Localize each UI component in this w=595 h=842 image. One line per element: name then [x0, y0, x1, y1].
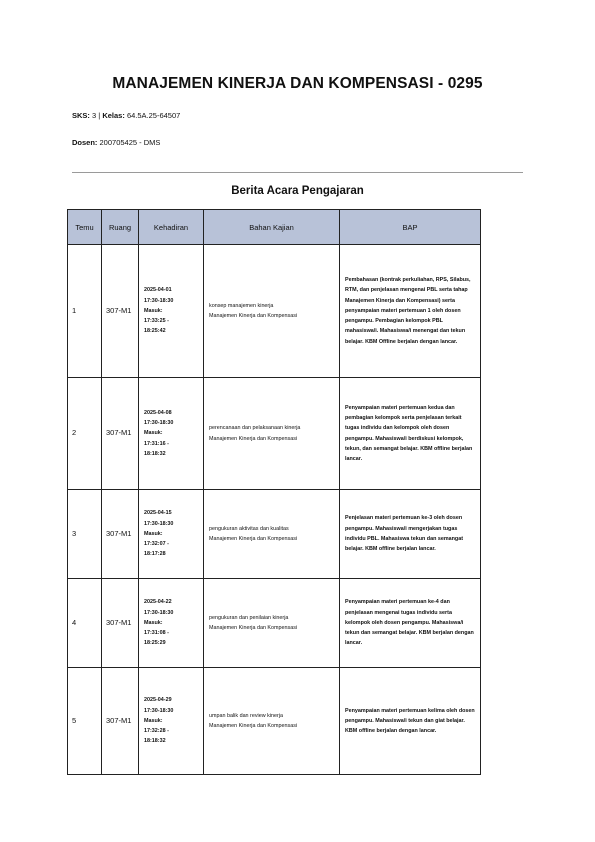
cell-kehadiran	[139, 490, 204, 579]
cell-bahan-kajian	[204, 490, 340, 579]
header-bap: BAP	[340, 210, 481, 245]
table-row	[68, 245, 481, 378]
dosen-label: Dosen:	[72, 138, 98, 147]
cell-ruang: 307-M1	[102, 668, 139, 775]
topic-title: konsep manajemen kinerja	[209, 302, 274, 309]
topic-title: perencanaan dan pelaksanaan kinerja	[209, 425, 301, 432]
attendance-date: 2025-04-22	[144, 599, 172, 606]
attendance-out: 18:25:29	[144, 640, 166, 647]
topic-title: pengukuran aktivitas dan kualitas	[209, 525, 289, 532]
section-title: Berita Acara Pengajaran	[231, 185, 364, 197]
topic-title: pengukuran dan penilaian kinerja	[209, 614, 289, 621]
cell-kehadiran	[139, 668, 204, 775]
kelas-label: Kelas:	[102, 111, 125, 120]
attendance-date: 2025-04-15	[144, 510, 172, 517]
cell-kehadiran	[139, 245, 204, 378]
sks-label: SKS:	[72, 111, 90, 120]
attendance-in: 17:31:16 -	[144, 440, 169, 447]
cell-temu: 2	[68, 378, 102, 490]
cell-bahan-kajian	[204, 378, 340, 490]
attendance-in: 17:32:28 -	[144, 728, 169, 735]
attendance-out: 18:25:42	[144, 328, 166, 335]
header-bahan-kajian: Bahan Kajian	[204, 210, 340, 245]
attendance-slot: 17:30-18:30	[144, 420, 174, 427]
table-row	[68, 579, 481, 668]
topic-course: Manajemen Kinerja dan Kompensasi	[209, 723, 298, 729]
cell-temu: 5	[68, 668, 102, 775]
cell-temu: 4	[68, 579, 102, 668]
attendance-in: 17:31:08 -	[144, 630, 169, 637]
table-row	[68, 490, 481, 579]
attendance-label: Masuk:	[144, 717, 163, 724]
attendance-slot: 17:30-18:30	[144, 609, 174, 616]
topic-course: Manajemen Kinerja dan Kompensasi	[209, 435, 298, 442]
attendance-in: 17:32:07 -	[144, 541, 169, 548]
kelas-value: 64.5A.25-64507	[126, 111, 181, 120]
cell-bap: Penjelasan materi pertemuan ke-3 oleh dosen pengampu. Mahasiswa/i mengerjakan tugas individu PBL. Mahasiswa tekun dan semangat belajar. KBM offline berjalan lancar.	[340, 490, 481, 579]
cell-temu: 1	[68, 245, 102, 378]
attendance-label: Masuk:	[144, 619, 163, 626]
lecturer-meta-line	[72, 138, 160, 147]
header-kehadiran: Kehadiran	[139, 210, 204, 245]
cell-kehadiran	[139, 378, 204, 490]
attendance-out: 18:18:32	[144, 738, 166, 745]
cell-temu: 3	[68, 490, 102, 579]
cell-bap: Penyampaian materi pertemuan kelima oleh dosen pengampu. Mahasiswa/i tekun dan giat belajar. KBM offline berjalan dengan lancar.	[340, 668, 481, 775]
table-row	[68, 668, 481, 775]
teaching-record-table	[67, 209, 481, 775]
cell-kehadiran	[139, 579, 204, 668]
cell-ruang: 307-M1	[102, 378, 139, 490]
table-header-row	[68, 210, 481, 245]
attendance-date: 2025-04-29	[144, 697, 172, 704]
meta-separator: |	[98, 111, 101, 120]
cell-ruang: 307-M1	[102, 490, 139, 579]
attendance-slot: 17:30-18:30	[144, 520, 174, 527]
attendance-date: 2025-04-01	[144, 287, 172, 294]
attendance-out: 18:18:32	[144, 450, 166, 457]
course-meta-line	[72, 111, 180, 120]
attendance-label: Masuk:	[144, 430, 163, 437]
divider	[72, 172, 523, 173]
cell-bahan-kajian	[204, 668, 340, 775]
topic-course: Manajemen Kinerja dan Kompensasi	[209, 313, 298, 319]
attendance-label: Masuk:	[144, 530, 163, 537]
table-row	[68, 378, 481, 490]
attendance-out: 18:17:28	[144, 551, 166, 558]
topic-title: umpan balik dan review kinerja	[209, 712, 284, 719]
cell-ruang: 307-M1	[102, 579, 139, 668]
attendance-slot: 17:30-18:30	[144, 297, 174, 304]
attendance-date: 2025-04-08	[144, 409, 172, 416]
cell-bap: Penyampaian materi pertemuan kedua dan pembagian kelompok serta penjelasan terkait tugas individu dan kelompok oleh dosen pengampu. Mahasiswa/i berdiskusi kelompok, tekun, dan semangat belajar. KBM offline berjalan lancar.	[340, 378, 481, 490]
cell-ruang: 307-M1	[102, 245, 139, 378]
cell-bap: Penyampaian materi pertemuan ke-4 dan penjelasan mengenai tugas individu serta kelompok oleh dosen pengampu. Mahasiswa/i tekun dan semangat belajar. KBM berjalan dengan lancar.	[340, 579, 481, 668]
page-title: MANAJEMEN KINERJA DAN KOMPENSASI - 0295	[112, 75, 483, 92]
header-ruang: Ruang	[102, 210, 139, 245]
cell-bahan-kajian	[204, 579, 340, 668]
sks-value: 3	[92, 111, 97, 120]
header-temu: Temu	[68, 210, 102, 245]
topic-course: Manajemen Kinerja dan Kompensasi	[209, 536, 298, 542]
attendance-in: 17:33:25 -	[144, 318, 169, 325]
cell-bahan-kajian	[204, 245, 340, 378]
attendance-slot: 17:30-18:30	[144, 707, 174, 714]
cell-bap: Pembahasan (kontrak perkuliahan, RPS, Silabus, RTM, dan penjelasan mengenai PBL serta tahap Manajemen Kinerja dan Kompensasi) serta penyampaian materi pertemuan 1 oleh dosen pengampu. Pembagian kelompok PBL mahasiswa/i. Mahasiswa/i menengat dan tekun belajar. KBM Offline berjalan dengan lancar.	[340, 245, 481, 378]
attendance-label: Masuk:	[144, 307, 163, 314]
topic-course: Manajemen Kinerja dan Kompensasi	[209, 625, 298, 631]
dosen-value: 200705425 - DMS	[99, 138, 161, 147]
